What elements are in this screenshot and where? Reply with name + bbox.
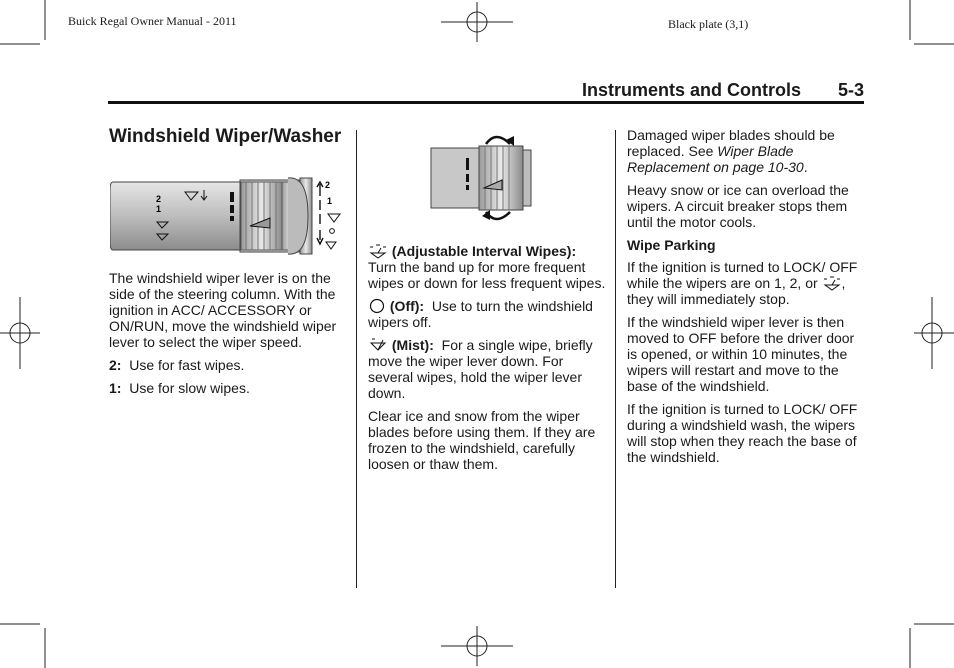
interval-wipe-icon: [368, 243, 388, 259]
wiper-lever-figure: [110, 170, 350, 262]
parking-paragraph: [627, 259, 867, 307]
off-circle-icon: [368, 298, 386, 314]
slow-text: Use for slow wipes.: [129, 380, 250, 396]
column-2: [368, 243, 606, 479]
wash-paragraph: If the ignition is turned to LOCK/ OFF during a windshield wash, the wipers will stop when they reach the base of the windshield.: [627, 401, 858, 465]
parking-text-b: , they will immediately stop.: [627, 275, 846, 307]
page-number: 5-3: [838, 80, 865, 100]
restart-paragraph: If the windshield wiper lever is then moved to OFF before the driver door is opened, or within 10 minutes, the wipers will restart and move to the base of the windshield.: [627, 314, 855, 394]
column-divider-1: [356, 130, 357, 588]
interval-term: (Adjustable Interval Wipes):: [391, 243, 577, 259]
mist-text: For a single wipe, briefly move the wiper lever down. For several wipes, hold the wiper lever down.: [368, 337, 593, 401]
slow-term: 1:: [109, 380, 122, 396]
fast-wipes-item: [109, 357, 349, 373]
off-term: (Off):: [389, 298, 425, 314]
wipe-parking-heading: Wipe Parking: [627, 237, 716, 253]
manual-title: Buick Regal Owner Manual - 2011: [68, 14, 237, 28]
interval-text: Turn the band up for more frequent wipes or down for less frequent wipes.: [368, 259, 606, 291]
slow-wipes-item: [109, 380, 349, 396]
page-title: Windshield Wiper/Washer: [109, 126, 342, 147]
mist-paragraph: [368, 337, 606, 401]
period: .: [803, 159, 808, 175]
mist-wipe-icon: [368, 337, 388, 353]
figure-left-label-2b: 2: [325, 180, 331, 190]
off-text: Use to turn the windshield wipers off.: [368, 298, 593, 330]
heavy-snow-paragraph: Heavy snow or ice can overload the wipers. A circuit breaker stops them until the motor cools.: [627, 182, 849, 230]
column-1: [109, 270, 349, 403]
damaged-text: Damaged wiper blades should be replaced. See: [627, 127, 835, 159]
plate-label: Black plate (3,1): [668, 17, 749, 31]
off-paragraph: [368, 298, 606, 330]
fast-text: Use for fast wipes.: [129, 357, 245, 373]
fast-term: 2:: [109, 357, 122, 373]
interval-band-figure: [430, 128, 534, 228]
figure-left-label-1: 1: [156, 204, 162, 214]
damaged-paragraph: [627, 127, 867, 175]
interval-paragraph: [368, 243, 606, 291]
column-divider-2: [615, 130, 616, 588]
column-3: [627, 127, 867, 472]
intro-paragraph: The windshield wiper lever is on the side of the steering column. With the ignition in ACC/ ACCESSORY or ON/RUN, move the windshield wiper lever to select the wiper speed.: [109, 270, 337, 350]
interval-wipe-icon: [822, 275, 842, 291]
clear-paragraph: Clear ice and snow from the wiper blades before using them. If they are frozen to the windshield, carefully loosen or thaw them.: [368, 408, 596, 472]
mist-term: (Mist):: [391, 337, 434, 353]
section-title: Instruments and Controls: [582, 80, 802, 100]
figure-left-label-2: 2: [156, 194, 162, 204]
parking-text-a: If the ignition is turned to LOCK/ OFF while the wipers are on 1, 2, or: [627, 259, 858, 291]
figure-left-label-1b: 1: [327, 196, 333, 206]
blade-replacement-ref[interactable]: Wiper Blade Replacement on page 10-30: [627, 143, 804, 175]
header-rule: [108, 101, 864, 104]
